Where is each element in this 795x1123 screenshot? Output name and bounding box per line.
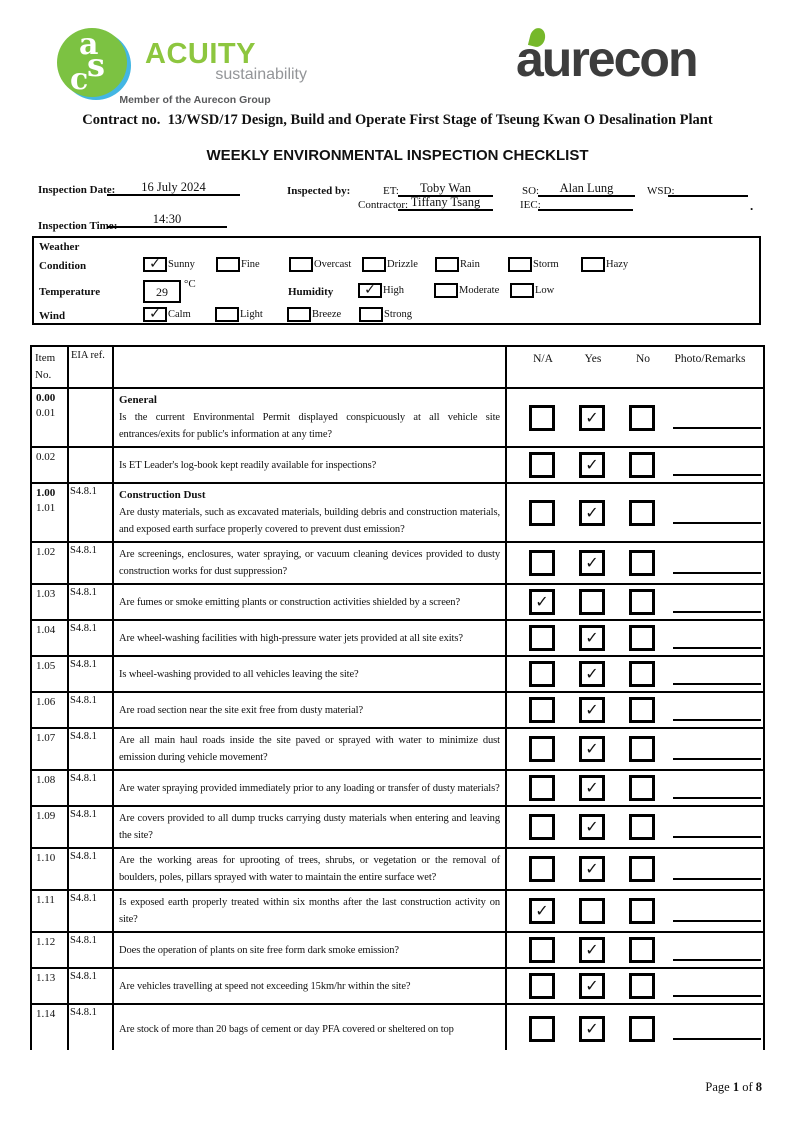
remarks-line[interactable] <box>673 920 761 922</box>
weather-option <box>143 257 216 272</box>
eia-ref: S4.8.1 <box>69 585 114 619</box>
checkbox-label: Fine <box>241 259 260 270</box>
weather-option <box>508 257 581 272</box>
item-number: 1.06 <box>36 696 56 708</box>
contract-title: Contract no. 13/WSD/17 Design, Build and Operate First Stage of Tseung Kwan O Desalination Plant <box>82 112 713 128</box>
temperature-unit: °C <box>184 278 196 290</box>
eia-ref: S4.8.1 <box>69 933 114 967</box>
eia-ref: S4.8.1 <box>69 807 114 847</box>
yes-checkbox[interactable]: ✓ <box>579 856 605 882</box>
condition-label: Condition <box>39 260 87 272</box>
inspection-date-field[interactable] <box>107 180 240 196</box>
eia-ref: S4.8.1 <box>69 771 114 805</box>
na-checkbox[interactable]: ✓ <box>529 589 555 615</box>
question-text: Is wheel-washing provided to all vehicles leaving the site? <box>119 668 359 680</box>
na-checkbox[interactable] <box>529 405 555 431</box>
checkbox-label: Sunny <box>168 259 195 270</box>
remarks-line[interactable] <box>673 474 761 476</box>
table-row <box>32 727 763 769</box>
temperature-label: Temperature <box>39 286 101 298</box>
checkbox-label: High <box>383 285 404 296</box>
question-text: Is exposed earth properly treated within six months after the last construction activity on site? <box>119 897 500 925</box>
na-checkbox[interactable] <box>529 500 555 526</box>
table-row <box>32 655 763 691</box>
table-row <box>32 889 763 931</box>
item-number: 1.07 <box>36 732 56 744</box>
checkbox-label: Moderate <box>459 285 500 296</box>
no-checkbox[interactable] <box>629 814 655 840</box>
yes-checkbox[interactable]: ✓ <box>579 973 605 999</box>
weather-option <box>435 257 508 272</box>
checkbox[interactable]: ✓ <box>143 257 167 272</box>
checkbox-label: Rain <box>460 259 480 270</box>
na-checkbox[interactable] <box>529 856 555 882</box>
remarks-line[interactable] <box>673 797 761 799</box>
acuity-monogram-icon <box>57 28 131 100</box>
checkbox-label: Light <box>240 309 263 320</box>
question-text: Are all main haul roads inside the site paved or sprayed with water to minimize dust emission during vehicle movement? <box>119 735 500 763</box>
no-checkbox[interactable] <box>629 589 655 615</box>
question-text: Are stock of more than 20 bags of cement or day PFA covered or sheltered on top <box>119 1023 454 1035</box>
table-header-row <box>32 347 763 387</box>
page-number: Page 1 of 8 <box>705 1080 762 1094</box>
remarks-line[interactable] <box>673 572 761 574</box>
item-number: 1.04 <box>36 624 56 636</box>
so-label: SO: <box>522 185 540 197</box>
weather-option <box>434 283 510 298</box>
question-text: Are dusty materials, such as excavated materials, building debris and construction materials, and exposed earth surface properly covered to prevent dust emission? <box>119 507 500 535</box>
na-checkbox[interactable] <box>529 775 555 801</box>
yes-checkbox[interactable]: ✓ <box>579 736 605 762</box>
no-checkbox[interactable] <box>629 550 655 576</box>
item-number: 1.09 <box>36 810 56 822</box>
na-checkbox[interactable]: ✓ <box>529 898 555 924</box>
remarks-line[interactable] <box>673 758 761 760</box>
contractor-label: Contractor: <box>358 199 409 211</box>
question-text: Are fumes or smoke emitting plants or construction activities shielded by a screen? <box>119 596 461 608</box>
eia-ref: S4.8.1 <box>69 891 114 931</box>
wind-label: Wind <box>39 310 66 322</box>
header-no-col: No <box>635 353 651 365</box>
acuity-tagline: sustainability <box>215 66 307 83</box>
question-text: Are the working areas for uprooting of trees, shrubs, or vegetation or the removal of boulders, poles, pillars sprayed with water to maintain the entire surface wet? <box>119 855 500 883</box>
remarks-line[interactable] <box>673 959 761 961</box>
table-row <box>32 482 763 541</box>
header-yes: Yes <box>584 353 602 365</box>
checkbox-label: Calm <box>168 309 191 320</box>
question-text: Are wheel-washing facilities with high-pressure water jets provided at all site exits? <box>119 632 463 644</box>
checkbox[interactable] <box>359 307 383 322</box>
table-row <box>32 967 763 1003</box>
weather-option <box>215 307 287 322</box>
eia-ref: S4.8.1 <box>69 693 114 727</box>
eia-ref: S4.8.1 <box>69 543 114 583</box>
condition-options <box>143 257 654 272</box>
inspection-date-label: Inspection Date: <box>38 184 116 196</box>
eia-ref <box>69 389 114 446</box>
remarks-line[interactable] <box>673 522 761 524</box>
question-text: Are water spraying provided immediately prior to any loading or transfer of dusty materials? <box>119 782 500 794</box>
checkbox[interactable] <box>216 257 240 272</box>
eia-ref: S4.8.1 <box>69 621 114 655</box>
humidity-options <box>358 283 586 298</box>
weather-option <box>143 307 215 322</box>
eia-ref <box>69 448 114 482</box>
checklist-table <box>30 345 765 1050</box>
item-number: 0.02 <box>36 451 56 463</box>
no-checkbox[interactable] <box>629 697 655 723</box>
table-row <box>32 387 763 446</box>
remarks-line[interactable] <box>673 1038 761 1040</box>
item-number: 1.13 <box>36 972 56 984</box>
item-number: 1.10 <box>36 852 56 864</box>
contractor-field[interactable] <box>398 195 493 211</box>
remarks-line[interactable] <box>673 647 761 649</box>
acuity-member-line: Member of the Aurecon Group <box>119 94 271 106</box>
na-checkbox[interactable] <box>529 937 555 963</box>
na-checkbox[interactable] <box>529 1016 555 1042</box>
weather-option <box>216 257 289 272</box>
no-checkbox[interactable] <box>629 452 655 478</box>
acuity-logo <box>57 27 307 108</box>
checkbox[interactable] <box>581 257 605 272</box>
yes-checkbox[interactable]: ✓ <box>579 625 605 651</box>
item-number: 1.01 <box>36 502 56 514</box>
table-row <box>32 541 763 583</box>
weather-option <box>510 283 586 298</box>
checkbox-label: Hazy <box>606 259 629 270</box>
weather-option <box>287 307 359 322</box>
no-checkbox[interactable] <box>629 500 655 526</box>
eia-ref: S4.8.1 <box>69 1005 114 1050</box>
checkbox-label: Storm <box>533 259 559 270</box>
yes-checkbox[interactable]: ✓ <box>579 775 605 801</box>
temperature-input[interactable]: 29 <box>143 280 181 303</box>
table-row <box>32 619 763 655</box>
table-row <box>32 931 763 967</box>
question-text: Does the operation of plants on site free form dark smoke emission? <box>119 944 399 956</box>
no-checkbox[interactable] <box>629 856 655 882</box>
contractor-value: Tiffany Tsang <box>410 195 481 209</box>
yes-checkbox[interactable]: ✓ <box>579 661 605 687</box>
inspection-date-value: 16 July 2024 <box>141 180 206 194</box>
aurecon-wordmark: aurecon <box>516 31 697 87</box>
question-text: Is ET Leader's log-book kept readily available for inspections? <box>119 459 377 471</box>
checkbox[interactable]: ✓ <box>143 307 167 322</box>
item-number: 1.05 <box>36 660 56 672</box>
eia-ref: S4.8.1 <box>69 849 114 889</box>
weather-option <box>289 257 362 272</box>
table-row <box>32 1003 763 1050</box>
header-na: N/A <box>533 353 553 365</box>
monogram-letter-s: s <box>87 46 106 84</box>
item-number-group: 1.00 <box>36 487 56 499</box>
eia-ref: S4.8.1 <box>69 969 114 1003</box>
so-value: Alan Lung <box>559 181 614 195</box>
remarks-line[interactable] <box>673 683 761 685</box>
remarks-line[interactable] <box>673 611 761 613</box>
table-row <box>32 446 763 482</box>
iec-label: IEC: <box>520 199 541 211</box>
aurecon-logo <box>516 28 761 94</box>
question-text: Are covers provided to all dump trucks carrying dusty materials when entering and leaving the site? <box>119 813 500 841</box>
inspected-by-label: Inspected by: <box>287 185 351 197</box>
monogram-letter-c: c <box>70 62 89 97</box>
checkbox[interactable] <box>435 257 459 272</box>
no-checkbox[interactable] <box>629 405 655 431</box>
weather-option <box>358 283 434 298</box>
checkbox-label: Drizzle <box>387 259 418 270</box>
table-body <box>32 387 763 1050</box>
iec-field[interactable] <box>538 195 633 211</box>
na-checkbox[interactable] <box>529 452 555 478</box>
item-number: 1.03 <box>36 588 56 600</box>
na-checkbox[interactable] <box>529 973 555 999</box>
et-value: Toby Wan <box>419 181 471 195</box>
remarks-line[interactable] <box>673 878 761 880</box>
item-number: 1.14 <box>36 1008 56 1020</box>
section-heading: General <box>119 394 157 406</box>
et-label: ET: <box>383 185 399 197</box>
na-checkbox[interactable] <box>529 550 555 576</box>
table-row <box>32 769 763 805</box>
yes-checkbox[interactable]: ✓ <box>579 405 605 431</box>
no-checkbox[interactable] <box>629 736 655 762</box>
checkbox-label: Low <box>535 285 555 296</box>
checkbox-label: Overcast <box>314 259 352 270</box>
yes-checkbox[interactable]: ✓ <box>579 697 605 723</box>
weather-option <box>362 257 435 272</box>
checkbox[interactable] <box>508 257 532 272</box>
item-number: 1.02 <box>36 546 56 558</box>
wsd-label: WSD: <box>647 185 675 197</box>
yes-checkbox[interactable] <box>579 898 605 924</box>
checklist-table-wrap <box>30 345 767 1050</box>
checkbox[interactable] <box>362 257 386 272</box>
yes-checkbox[interactable] <box>579 589 605 615</box>
checkbox[interactable] <box>215 307 239 322</box>
checkbox[interactable]: ✓ <box>358 283 382 298</box>
remarks-line[interactable] <box>673 995 761 997</box>
table-row <box>32 805 763 847</box>
remarks-line[interactable] <box>673 719 761 721</box>
acuity-wordmark: ACUITY <box>145 38 256 70</box>
na-checkbox[interactable] <box>529 736 555 762</box>
item-number: 1.12 <box>36 936 56 948</box>
item-number: 0.01 <box>36 407 56 419</box>
header-eia-ref: EIA ref. <box>69 347 114 387</box>
inspection-time-field[interactable] <box>107 212 227 228</box>
table-row <box>32 583 763 619</box>
header-no: No. <box>35 369 52 381</box>
header-item: Item <box>35 352 56 364</box>
humidity-label: Humidity <box>288 286 334 298</box>
checkbox[interactable] <box>434 283 458 298</box>
table-row <box>32 691 763 727</box>
remarks-line[interactable] <box>673 836 761 838</box>
checkbox[interactable] <box>289 257 313 272</box>
checkbox[interactable] <box>287 307 311 322</box>
no-checkbox[interactable] <box>629 898 655 924</box>
eia-ref: S4.8.1 <box>69 484 114 541</box>
weather-section <box>32 236 761 325</box>
table-row <box>32 847 763 889</box>
yes-checkbox[interactable]: ✓ <box>579 500 605 526</box>
no-checkbox[interactable] <box>629 775 655 801</box>
wind-options <box>143 307 431 322</box>
question-text: Is the current Environmental Permit displayed conspicuously at all vehicle site entrances/exits for public's information at any time? <box>119 412 500 440</box>
weather-option <box>359 307 431 322</box>
na-checkbox[interactable] <box>529 697 555 723</box>
yes-checkbox[interactable]: ✓ <box>579 937 605 963</box>
checkbox-label: Strong <box>384 309 413 320</box>
no-checkbox[interactable] <box>629 1016 655 1042</box>
item-number: 1.08 <box>36 774 56 786</box>
checkbox[interactable] <box>510 283 534 298</box>
stray-dot: . <box>750 198 754 213</box>
remarks-line[interactable] <box>673 427 761 429</box>
item-number: 1.11 <box>36 894 55 906</box>
no-checkbox[interactable] <box>629 625 655 651</box>
item-number-group: 0.00 <box>36 392 56 404</box>
na-checkbox[interactable] <box>529 661 555 687</box>
inspection-time-value: 14:30 <box>152 212 182 226</box>
weather-title: Weather <box>39 241 80 253</box>
question-text: Are vehicles travelling at speed not exceeding 15km/hr within the site? <box>119 980 411 992</box>
header-photo-remarks: Photo/Remarks <box>674 353 746 365</box>
question-text: Are road section near the site exit free from dusty material? <box>119 704 364 716</box>
question-text: Are screenings, enclosures, water spraying, or vacuum cleaning devices provided to dusty construction works for dust suppression? <box>119 549 500 577</box>
section-heading: Construction Dust <box>119 489 206 501</box>
inspection-time-label: Inspection Time: <box>38 220 118 232</box>
yes-checkbox[interactable]: ✓ <box>579 814 605 840</box>
na-checkbox[interactable] <box>529 625 555 651</box>
no-checkbox[interactable] <box>629 937 655 963</box>
wsd-field[interactable] <box>668 181 748 197</box>
eia-ref: S4.8.1 <box>69 657 114 691</box>
no-checkbox[interactable] <box>629 661 655 687</box>
yes-checkbox[interactable]: ✓ <box>579 1016 605 1042</box>
weather-option <box>581 257 654 272</box>
checkbox-label: Breeze <box>312 309 342 320</box>
yes-checkbox[interactable]: ✓ <box>579 550 605 576</box>
eia-ref: S4.8.1 <box>69 729 114 769</box>
monogram-letter-a: a <box>79 27 99 62</box>
yes-checkbox[interactable]: ✓ <box>579 452 605 478</box>
no-checkbox[interactable] <box>629 973 655 999</box>
checklist-title: WEEKLY ENVIRONMENTAL INSPECTION CHECKLIST <box>206 147 589 164</box>
na-checkbox[interactable] <box>529 814 555 840</box>
